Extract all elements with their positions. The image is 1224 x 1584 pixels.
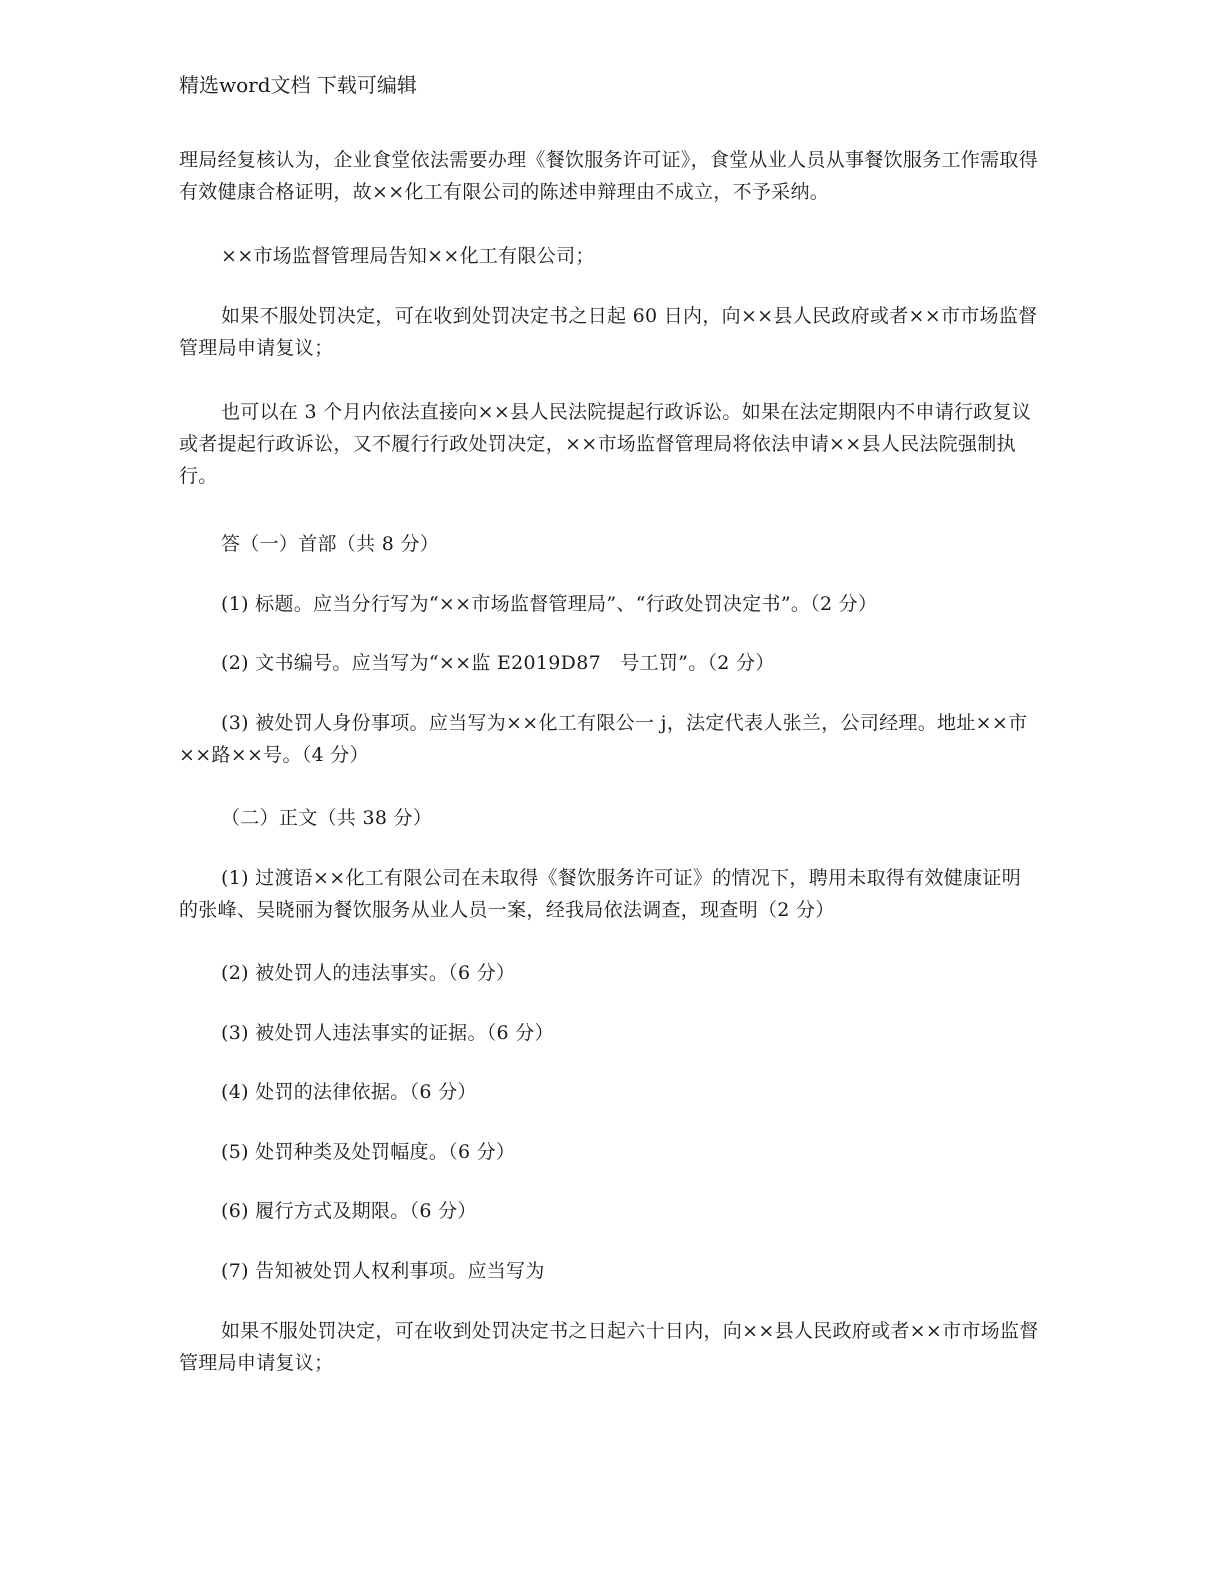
paragraph: (2) 被处罚人的违法事实。（6 分） [221,962,516,984]
paragraph: 如果不服处罚决定，可在收到处罚决定书之日起六十日内，向××县人民政府或者××市市场监督管理局申请复议； [179,1320,1039,1374]
paragraph: (1) 标题。应当分行写为“××市场监督管理局”、“行政处罚决定书”。（2 分） [221,593,878,615]
page-header: 精选word文档 下载可编辑 [179,73,417,97]
paragraph: 也可以在 3 个月内依法直接向××县人民法院提起行政诉讼。如果在法定期限内不申请行政复议或者提起行政诉讼，又不履行行政处罚决定，××市场监督管理局将依法申请××县人民法院强制执行。 [179,401,1032,487]
paragraph: 如果不服处罚决定，可在收到处罚决定书之日起 60 日内，向××县人民政府或者××市市场监督管理局申请复议； [179,305,1038,359]
paragraph: （二）正文（共 38 分） [221,807,433,829]
paragraph: (3) 被处罚人违法事实的证据。（6 分） [221,1022,554,1044]
paragraph: 理局经复核认为，企业食堂依法需要办理《餐饮服务许可证》，食堂从业人员从事餐饮服务工作需取得有效健康合格证明，故××化工有限公司的陈述申辩理由不成立，不予采纳。 [179,149,1039,203]
paragraph: (7) 告知被处罚人权利事项。应当写为 [221,1260,545,1282]
paragraph: (3) 被处罚人身份事项。应当写为××化工有限公一 j，法定代表人张兰，公司经理。地址××市××路××号。（4 分） [179,712,1028,766]
paragraph: (6) 履行方式及期限。（6 分） [221,1200,477,1222]
paragraph: 答（一）首部（共 8 分） [221,533,440,555]
paragraph: (4) 处罚的法律依据。（6 分） [221,1081,477,1103]
paragraph: (1) 过渡语××化工有限公司在未取得《餐饮服务许可证》的情况下，聘用未取得有效健康证明的张峰、吴晓丽为餐饮服务从业人员一案，经我局依法调查，现查明（2 分） [179,867,1021,921]
paragraph: (5) 处罚种类及处罚幅度。（6 分） [221,1141,516,1163]
paragraph: ××市场监督管理局告知××化工有限公司； [221,245,595,267]
paragraph: (2) 文书编号。应当写为“××监 E2019D87 号工罚”。（2 分） [221,652,775,674]
